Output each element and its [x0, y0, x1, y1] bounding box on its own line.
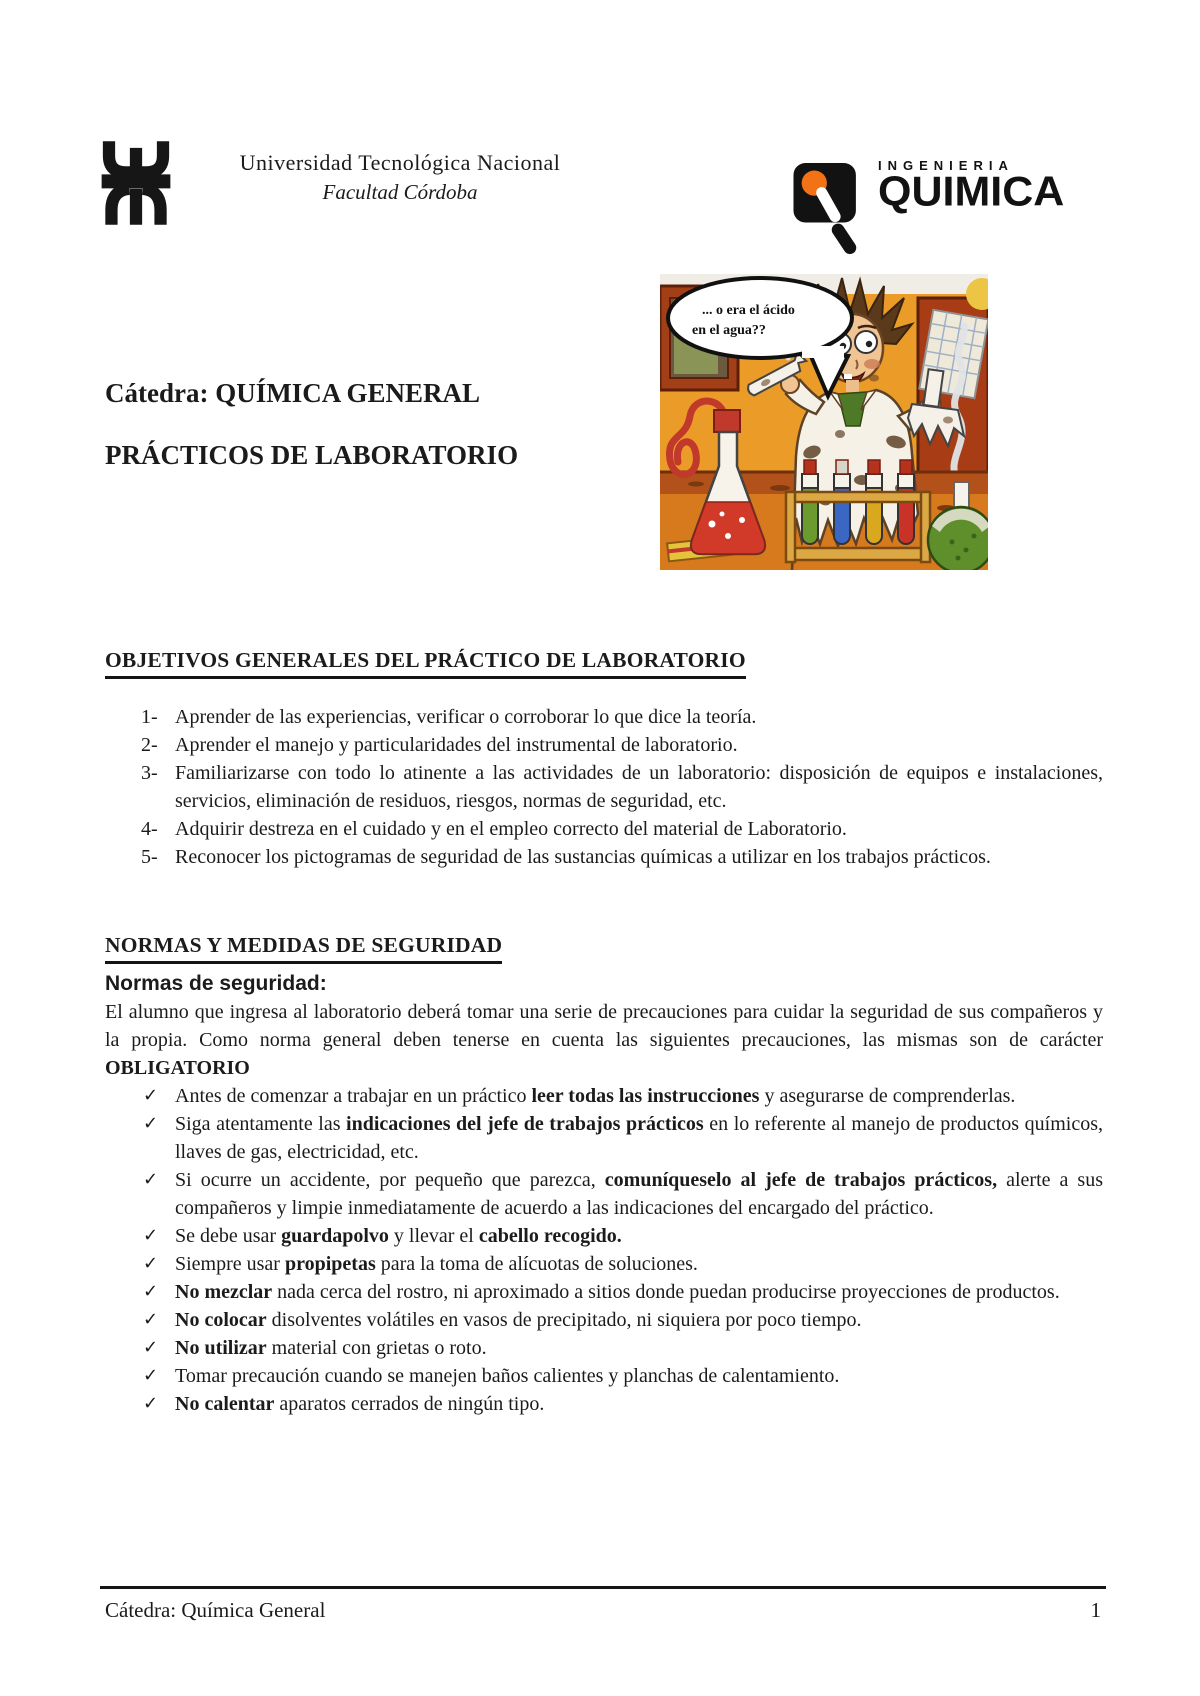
text-segment: No mezclar [175, 1281, 273, 1303]
check-icon: ✓ [143, 1225, 159, 1246]
normas-subheading: Normas de seguridad: [105, 972, 327, 995]
text-segment: No colocar [175, 1309, 267, 1331]
item-number: 3- [141, 762, 158, 784]
university-name: Universidad Tecnológica Nacional [239, 150, 561, 175]
check-icon: ✓ [143, 1169, 159, 1190]
item-text: Adquirir destreza en el cuidado y en el empleo correcto del material de Laboratorio. [175, 818, 847, 840]
objective-item [105, 843, 1103, 871]
normas-intro-paragraph [105, 998, 1103, 1082]
objective-item [105, 703, 1103, 731]
logo-ingenieria-text: INGENIERIA [878, 158, 1014, 173]
text-segment: No calentar [175, 1393, 275, 1415]
text-segment: material con grietas o roto. [266, 1337, 487, 1359]
safety-rules-list [105, 1082, 1103, 1418]
practicos-title: PRÁCTICOS DE LABORATORIO [105, 440, 519, 470]
text-segment: y llevar el [388, 1225, 479, 1247]
safety-rule-item [105, 1278, 1103, 1306]
text-segment: OBLIGATORIO [105, 1057, 250, 1079]
text-segment: propipetas [284, 1253, 376, 1275]
text-segment: aparatos cerrados de ningún tipo. [274, 1393, 545, 1415]
footer-rule [100, 1586, 1106, 1589]
text-segment: cabello recogido. [478, 1225, 622, 1247]
text-segment: Si ocurre un accidente, por pequeño que parezca, [175, 1169, 605, 1191]
text-segment: y asegurarse de comprenderlas. [759, 1085, 1016, 1107]
item-number: 5- [141, 846, 158, 868]
catedra-title: Cátedra: QUÍMICA GENERAL [105, 378, 480, 408]
check-icon: ✓ [143, 1365, 159, 1386]
text-segment: guardapolvo [281, 1225, 389, 1247]
safety-rule-item [105, 1166, 1103, 1222]
check-icon: ✓ [143, 1309, 159, 1330]
text-segment: comuníqueselo al jefe de trabajos prácticos, [604, 1169, 998, 1191]
check-icon: ✓ [143, 1085, 159, 1106]
item-text: Familiarizarse con todo lo atinente a las actividades de un laboratorio: disposición de equipos e instalaciones, servicios, eliminación de residuos, riesgos, normas de seguridad, etc. [175, 762, 1103, 812]
objective-item [105, 759, 1103, 815]
objetivos-list [105, 703, 1103, 871]
text-segment: en lo referente al manejo de productos químicos, llaves de gas, electricidad, etc. [175, 1113, 1103, 1163]
footer-left-text: Cátedra: Química General [105, 1598, 326, 1622]
quimica-flask-icon [792, 152, 870, 269]
text-segment: Siempre usar [175, 1253, 285, 1275]
item-text: Reconocer los pictogramas de seguridad de las sustancias químicas a utilizar en los trabajos prácticos. [175, 846, 991, 868]
text-segment: El alumno que ingresa al laboratorio deberá tomar una serie de precauciones para cuidar la seguridad de sus compañeros y la propia. Como norma general deben tenerse en cuenta las siguientes precauciones, las mismas son de carácter [105, 1001, 1103, 1051]
check-icon: ✓ [143, 1281, 159, 1302]
cartoon-illustration [660, 274, 988, 570]
safety-rule-item [105, 1362, 1103, 1390]
text-segment: leer todas las instrucciones [531, 1085, 760, 1107]
text-segment: Siga atentamente las [175, 1113, 347, 1135]
safety-rule-item [105, 1082, 1103, 1110]
text-segment: Se debe usar [175, 1225, 282, 1247]
bubble-text-line1: ... o era el ácido [702, 303, 795, 318]
item-text: Aprender el manejo y particularidades del instrumental de laboratorio. [175, 734, 738, 756]
objective-item [105, 731, 1103, 759]
item-number: 2- [141, 734, 158, 756]
check-icon: ✓ [143, 1253, 159, 1274]
normas-heading: NORMAS Y MEDIDAS DE SEGURIDAD [105, 931, 502, 964]
objective-item [105, 815, 1103, 843]
check-icon: ✓ [143, 1393, 159, 1414]
safety-rule-item [105, 1250, 1103, 1278]
logo-quimica-text: QUIMICA [878, 169, 1065, 216]
objetivos-heading: OBJETIVOS GENERALES DEL PRÁCTICO DE LABORATORIO [105, 646, 746, 679]
page-footer [105, 1598, 1101, 1623]
item-number: 4- [141, 818, 158, 840]
text-segment: para la toma de alícuotas de soluciones. [375, 1253, 698, 1275]
text-segment: alerte a sus compañeros y limpie inmediatamente de acuerdo a las indicaciones del encargado del práctico. [175, 1169, 1103, 1219]
lab-accident-cartoon [660, 274, 988, 570]
safety-rule-item [105, 1306, 1103, 1334]
logo-wordmark [878, 158, 1078, 216]
utn-logo-icon [95, 138, 177, 233]
text-segment: No utilizar [175, 1337, 267, 1359]
text-segment: nada cerca del rostro, ni aproximado a sitios donde puedan producirse proyecciones de productos. [272, 1281, 1060, 1303]
text-segment: indicaciones del jefe de trabajos prácticos [346, 1113, 704, 1135]
safety-rule-item [105, 1222, 1103, 1250]
document-body [105, 646, 1103, 1418]
check-icon: ✓ [143, 1337, 159, 1358]
text-segment: Tomar precaución cuando se manejen baños calientes y planchas de calentamiento. [175, 1365, 840, 1387]
safety-rule-item [105, 1334, 1103, 1362]
safety-rule-item [105, 1110, 1103, 1166]
page-number: 1 [1090, 1598, 1101, 1622]
bubble-text-line2: en el agua?? [692, 323, 766, 338]
check-icon: ✓ [143, 1113, 159, 1134]
faculty-name: Facultad Córdoba [322, 180, 478, 204]
safety-rule-item [105, 1390, 1103, 1418]
text-segment: disolventes volátiles en vasos de precipitado, ni siquiera por poco tiempo. [266, 1309, 862, 1331]
text-segment: Antes de comenzar a trabajar en un práctico [175, 1085, 532, 1107]
item-number: 1- [141, 706, 158, 728]
item-text: Aprender de las experiencias, verificar o corroborar lo que dice la teoría. [175, 706, 757, 728]
university-header [238, 150, 562, 205]
